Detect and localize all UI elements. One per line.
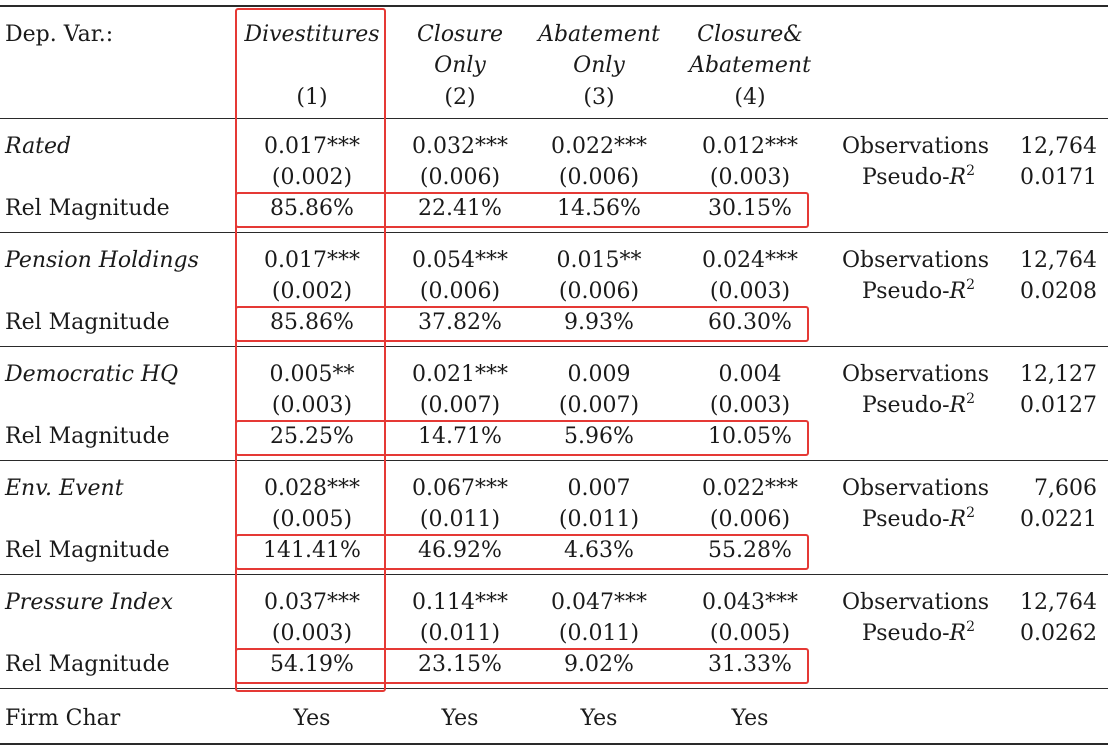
std-error-cell: (0.011) [419,621,501,646]
panel-rule [0,346,1108,347]
std-error-cell: (0.005) [709,621,791,646]
std-error-cell: (0.003) [709,393,791,418]
pseudo-r2-prefix: Pseudo- [862,165,950,190]
column-header-line1: Abatement [538,22,660,47]
rel-magnitude-cell: 22.41% [418,196,502,221]
column-number: (4) [734,85,766,110]
pseudo-r2-label [862,162,975,191]
bottom-rule [0,743,1108,745]
panel-rule [0,574,1108,575]
firm-char-label: Firm Char [5,706,121,731]
pseudo-r2-variable: R [949,621,967,646]
std-error-cell: (0.003) [271,393,353,418]
observations-value: 12,764 [1020,590,1097,615]
coefficient-cell: 0.007 [567,476,631,501]
dep-var-label: Dep. Var.: [5,22,114,47]
firm-char-value: Yes [293,706,331,731]
observations-label: Observations [842,590,990,615]
rel-magnitude-cell: 55.28% [708,538,792,563]
pseudo-r2-value: 0.0208 [1020,279,1097,304]
observations-value: 12,764 [1020,248,1097,273]
panel-rule [0,118,1108,119]
std-error-cell: (0.002) [271,165,353,190]
column-header-line2: Only [573,53,625,78]
coefficient-cell: 0.017*** [264,134,360,159]
pseudo-r2-superscript: 2 [966,276,975,293]
std-error-cell: (0.002) [271,279,353,304]
firm-char-value: Yes [580,706,618,731]
observations-label: Observations [842,476,990,501]
pseudo-r2-prefix: Pseudo- [862,507,950,532]
pseudo-r2-value: 0.0127 [1020,393,1097,418]
rel-magnitude-label: Rel Magnitude [5,538,170,563]
variable-name: Env. Event [5,476,124,501]
coefficient-cell: 0.028*** [264,476,360,501]
rel-magnitude-cell: 54.19% [270,652,354,677]
pseudo-r2-value: 0.0171 [1020,165,1097,190]
pseudo-r2-variable: R [949,165,967,190]
rel-magnitude-cell: 10.05% [708,424,792,449]
pseudo-r2-value: 0.0221 [1020,507,1097,532]
pseudo-r2-prefix: Pseudo- [862,621,950,646]
rel-magnitude-cell: 60.30% [708,310,792,335]
variable-name: Pressure Index [5,590,173,615]
pseudo-r2-label [862,276,975,305]
coefficient-cell: 0.043*** [702,590,798,615]
rel-magnitude-cell: 9.02% [564,652,634,677]
coefficient-cell: 0.067*** [412,476,508,501]
pseudo-r2-prefix: Pseudo- [862,393,950,418]
pseudo-r2-variable: R [949,279,967,304]
panel-rule [0,232,1108,233]
std-error-cell: (0.011) [558,621,640,646]
observations-label: Observations [842,134,990,159]
coefficient-cell: 0.032*** [412,134,508,159]
std-error-cell: (0.006) [709,507,791,532]
coefficient-cell: 0.004 [718,362,782,387]
coefficient-cell: 0.009 [567,362,631,387]
firm-char-value: Yes [441,706,479,731]
pseudo-r2-superscript: 2 [966,390,975,407]
coefficient-cell: 0.017*** [264,248,360,273]
std-error-cell: (0.007) [558,393,640,418]
std-error-cell: (0.011) [558,507,640,532]
std-error-cell: (0.011) [419,507,501,532]
coefficient-cell: 0.054*** [412,248,508,273]
pseudo-r2-prefix: Pseudo- [862,279,950,304]
pseudo-r2-superscript: 2 [966,162,975,179]
std-error-cell: (0.003) [271,621,353,646]
variable-name: Democratic HQ [5,362,179,387]
column-number: (1) [296,85,328,110]
std-error-cell: (0.003) [709,165,791,190]
observations-value: 7,606 [1034,476,1097,501]
column-header-line2: Abatement [689,53,811,78]
rel-magnitude-cell: 14.56% [557,196,641,221]
top-rule [0,5,1108,7]
variable-name: Rated [5,134,72,159]
std-error-cell: (0.005) [271,507,353,532]
rel-magnitude-label: Rel Magnitude [5,424,170,449]
pseudo-r2-label [862,390,975,419]
rel-magnitude-cell: 23.15% [418,652,502,677]
column-number: (3) [583,85,615,110]
divestitures-column-highlight-box [235,8,386,692]
panel-rule [0,688,1108,689]
observations-value: 12,764 [1020,134,1097,159]
column-header-line1: Divestitures [244,22,380,47]
rel-magnitude-cell: 14.71% [418,424,502,449]
rel-magnitude-cell: 46.92% [418,538,502,563]
rel-magnitude-cell: 30.15% [708,196,792,221]
column-number: (2) [444,85,476,110]
firm-char-value: Yes [731,706,769,731]
coefficient-cell: 0.047*** [551,590,647,615]
column-header-line1: Closure& [697,22,803,47]
rel-magnitude-cell: 85.86% [270,310,354,335]
std-error-cell: (0.003) [709,279,791,304]
rel-magnitude-cell: 9.93% [564,310,634,335]
observations-label: Observations [842,248,990,273]
rel-magnitude-cell: 85.86% [270,196,354,221]
coefficient-cell: 0.037*** [264,590,360,615]
rel-magnitude-cell: 4.63% [564,538,634,563]
std-error-cell: (0.006) [558,165,640,190]
coefficient-cell: 0.114*** [412,590,508,615]
column-header-line1: Closure [416,22,504,47]
std-error-cell: (0.006) [558,279,640,304]
panel-rule [0,460,1108,461]
pseudo-r2-variable: R [949,507,967,532]
column-header-line2: Only [434,53,486,78]
pseudo-r2-label [862,504,975,533]
coefficient-cell: 0.012*** [702,134,798,159]
pseudo-r2-superscript: 2 [966,504,975,521]
rel-magnitude-label: Rel Magnitude [5,310,170,335]
variable-name: Pension Holdings [5,248,199,273]
observations-label: Observations [842,362,990,387]
rel-magnitude-cell: 141.41% [263,538,361,563]
rel-magnitude-label: Rel Magnitude [5,652,170,677]
pseudo-r2-value: 0.0262 [1020,621,1097,646]
coefficient-cell: 0.022*** [551,134,647,159]
coefficient-cell: 0.005** [269,362,355,387]
rel-magnitude-cell: 37.82% [418,310,502,335]
pseudo-r2-label [862,618,975,647]
std-error-cell: (0.006) [419,279,501,304]
rel-magnitude-cell: 5.96% [564,424,634,449]
observations-value: 12,127 [1020,362,1097,387]
coefficient-cell: 0.015** [556,248,642,273]
rel-magnitude-cell: 25.25% [270,424,354,449]
coefficient-cell: 0.022*** [702,476,798,501]
rel-magnitude-label: Rel Magnitude [5,196,170,221]
pseudo-r2-variable: R [949,393,967,418]
std-error-cell: (0.006) [419,165,501,190]
std-error-cell: (0.007) [419,393,501,418]
pseudo-r2-superscript: 2 [966,618,975,635]
rel-magnitude-cell: 31.33% [708,652,792,677]
coefficient-cell: 0.021*** [412,362,508,387]
coefficient-cell: 0.024*** [702,248,798,273]
